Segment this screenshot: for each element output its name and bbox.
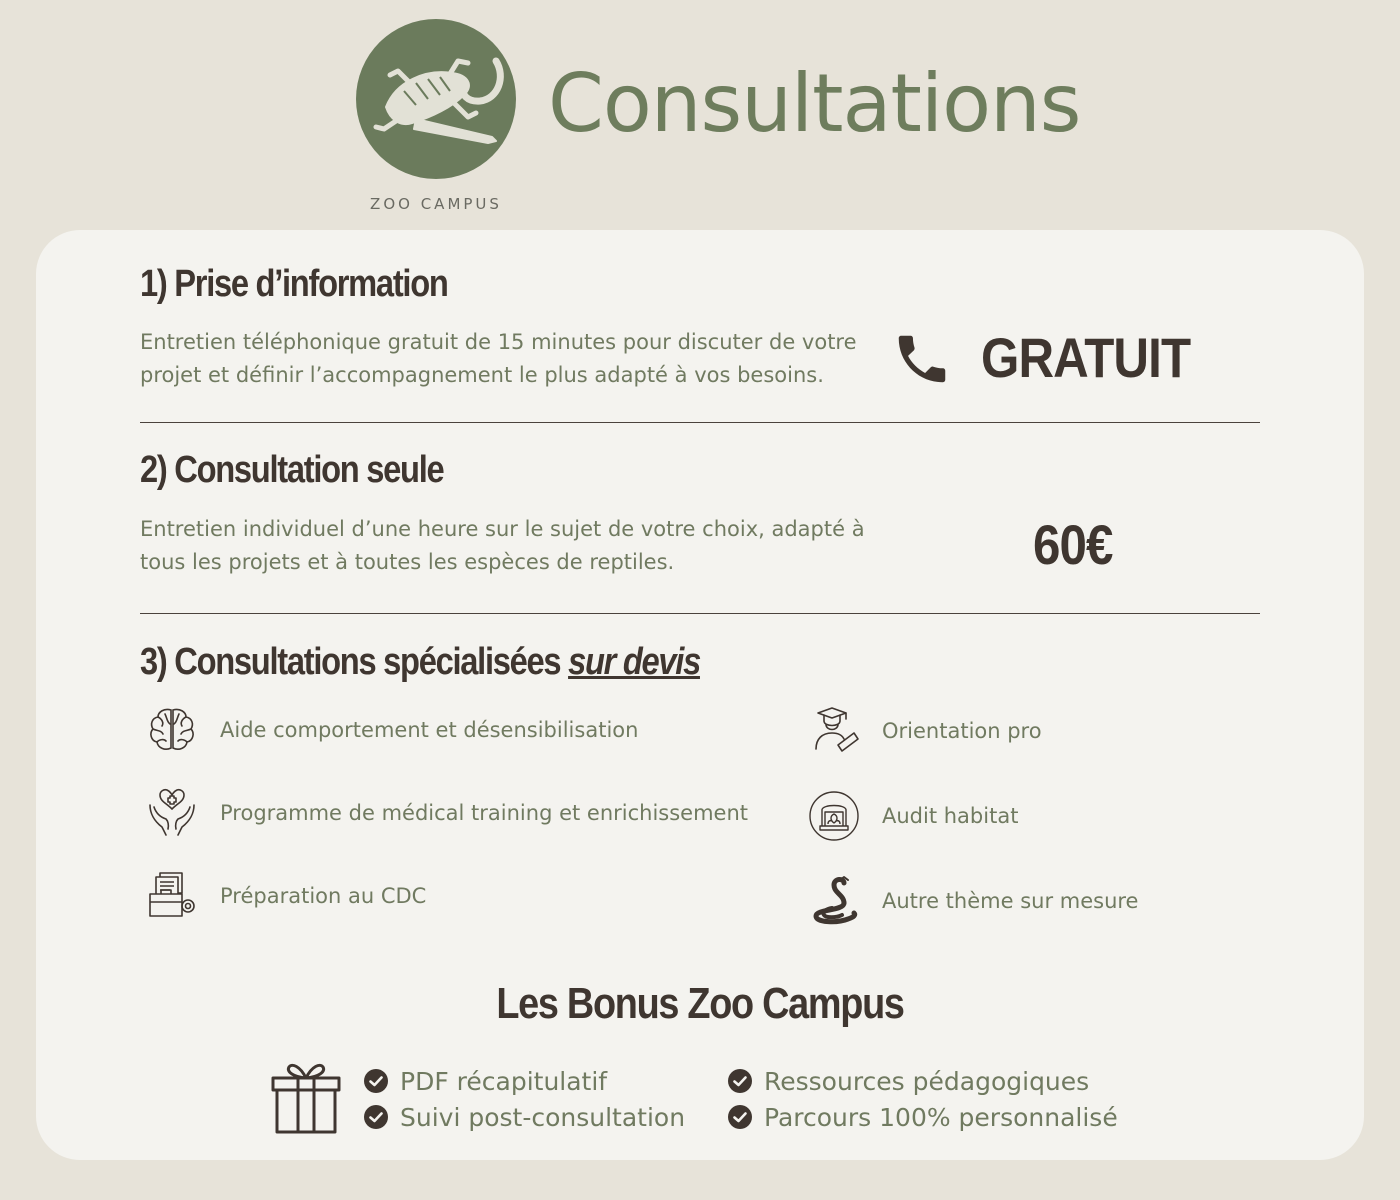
spec-item-cdc xyxy=(146,870,426,922)
sur-devis-label: sur devis xyxy=(568,641,700,683)
spec-item-medical-training xyxy=(146,787,748,839)
spec-item-label: Aide comportement et désensibilisation xyxy=(220,718,639,742)
bonus-title: Les Bonus Zoo Campus xyxy=(496,979,904,1028)
check-circle-icon xyxy=(364,1105,388,1129)
section-title-consultations-specialisees xyxy=(140,640,700,684)
spec-item-comportement xyxy=(146,704,638,756)
section-divider xyxy=(140,613,1260,614)
price-60-euro: 60€ xyxy=(1033,513,1113,576)
check-circle-icon xyxy=(728,1105,752,1129)
check-circle-icon xyxy=(364,1069,388,1093)
brain-icon xyxy=(146,704,198,756)
logo-text: ZOO CAMPUS xyxy=(370,195,502,213)
check-circle-icon xyxy=(728,1069,752,1093)
spec-item-label: Autre thème sur mesure xyxy=(882,889,1139,913)
bonus-label: PDF récapitulatif xyxy=(400,1066,608,1096)
documents-briefcase-icon xyxy=(146,870,198,922)
bonus-label: Suivi post-consultation xyxy=(400,1102,686,1132)
section-divider xyxy=(140,422,1260,423)
bonus-label: Ressources pédagogiques xyxy=(764,1066,1090,1096)
spec-item-label: Programme de médical training et enrichissement xyxy=(220,801,749,825)
bonus-item xyxy=(364,1064,607,1098)
spec-item-autre-theme xyxy=(808,875,1138,927)
spec-item-label: Préparation au CDC xyxy=(220,884,427,908)
terrarium-icon xyxy=(808,790,860,842)
phone-icon xyxy=(891,328,953,390)
hands-heart-icon xyxy=(146,787,198,839)
page-title: Consultations xyxy=(548,57,1081,150)
price-gratuit: GRATUIT xyxy=(981,326,1191,389)
bonus-item xyxy=(728,1064,1089,1098)
content-card xyxy=(36,230,1364,1160)
graduate-icon xyxy=(808,705,860,757)
bonus-label: Parcours 100% personnalisé xyxy=(764,1102,1118,1132)
spec-item-label: Orientation pro xyxy=(882,719,1042,743)
snake-icon xyxy=(808,875,860,927)
section-description-prise-information: Entretien téléphonique gratuit de 15 minutes pour discuter de votre projet et définir l’accompagnement le plus adapté à vos besoins. xyxy=(140,330,857,387)
spec-item-orientation-pro xyxy=(808,705,1042,757)
crocodile-logo-icon xyxy=(356,19,516,179)
section-title-consultation-seule: 2) Consultation seule xyxy=(140,449,444,491)
spec-item-label: Audit habitat xyxy=(882,804,1019,828)
spec-item-audit-habitat xyxy=(808,790,1018,842)
section-title-prise-information: 1) Prise d’information xyxy=(140,263,448,305)
gift-icon xyxy=(270,1060,342,1134)
bonus-item xyxy=(364,1100,685,1134)
bonus-item xyxy=(728,1100,1118,1134)
section-title-text: 3) Consultations spécialisées xyxy=(140,641,561,683)
zoo-campus-logo xyxy=(356,19,516,213)
section-description-consultation-seule: Entretien individuel d’une heure sur le sujet de votre choix, adapté à tous les projets et à toutes les espèces de reptiles. xyxy=(140,517,865,574)
